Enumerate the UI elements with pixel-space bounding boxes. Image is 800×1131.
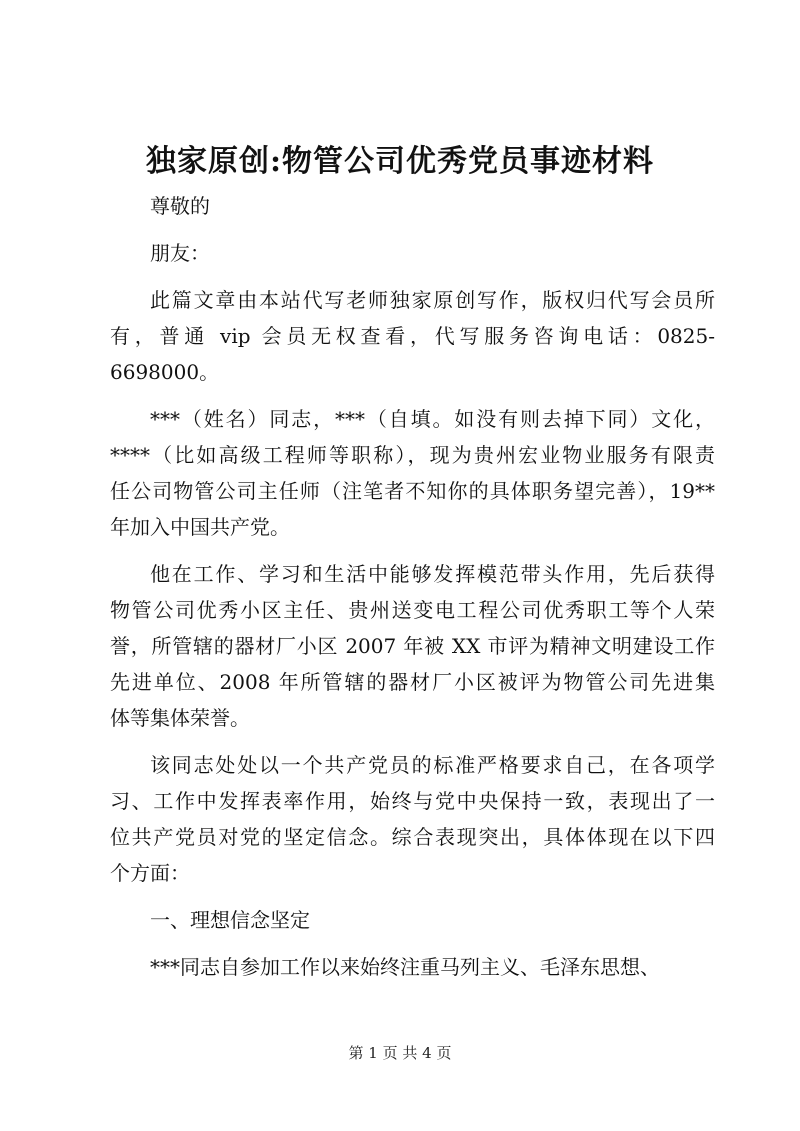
paragraph-line: ****（比如高级工程师等职称），现为贵州宏业物业服务有限责 [110,443,715,467]
paragraph-line: 该同志处处以一个共产党员的标准严格要求自己，在各项学 [150,753,715,777]
salutation-text: 尊敬的 [150,194,210,218]
salutation-line-2 [110,235,715,271]
paragraph-1 [110,282,715,390]
paragraph-4 [110,747,715,891]
salutation-text: 朋友： [150,241,210,265]
paragraph-line: 年加入中国共产党。 [110,515,290,539]
paragraph-5 [110,949,715,985]
paragraph-line: 习、工作中发挥表率作用，始终与党中央保持一致，表现出了一 [110,789,715,813]
paragraph-line: 6698000。 [110,360,220,384]
paragraph-line: 物管公司优秀小区主任、贵州送变电工程公司优秀职工等个人荣 [110,598,715,622]
paragraph-line: 此篇文章由本站代写老师独家原创写作，版权归代写会员所 [150,288,715,312]
paragraph-line: 体等集体荣誉。 [110,706,250,730]
document-title: 独家原创:物管公司优秀党员事迹材料 [145,144,655,179]
section-heading-1 [110,902,715,938]
salutation-line-1 [110,188,715,224]
paragraph-line: ***同志自参加工作以来始终注重马列主义、毛泽东思想、 [150,955,660,979]
paragraph-2 [110,401,715,545]
paragraph-3 [110,556,715,736]
page-indicator: 第 1 页 共 4 页 [348,1044,452,1062]
paragraph-line: 他在工作、学习和生活中能够发挥模范带头作用，先后获得 [150,562,715,586]
paragraph-line: 位共产党员对党的坚定信念。综合表现突出，具体体现在以下四 [110,825,715,849]
paragraph-line: 个方面： [110,861,190,885]
paragraph-line: 誉，所管辖的器材厂小区 2007 年被 XX 市评为精神文明建设工作 [110,634,715,658]
paragraph-line: 有，普通 vip 会员无权查看，代写服务咨询电话：0825- [110,324,715,348]
document-body [110,188,715,996]
paragraph-line: 任公司物管公司主任师（注笔者不知你的具体职务望完善），19** [110,479,715,503]
paragraph-line: 先进单位、2008 年所管辖的器材厂小区被评为物管公司先进集 [110,670,715,694]
paragraph-line: ***（姓名）同志，***（自填。如没有则去掉下同）文化， [150,407,715,431]
section-heading-text: 一、理想信念坚定 [150,908,310,932]
